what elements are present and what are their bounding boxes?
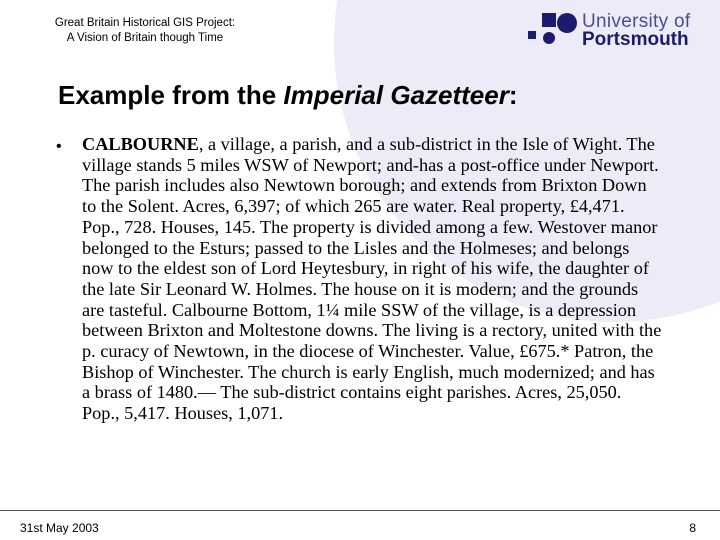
footer-date: 31st May 2003	[20, 521, 99, 535]
gazetteer-entry	[82, 134, 662, 424]
project-header	[14, 16, 276, 46]
footer-divider	[0, 510, 720, 511]
slide-title-emphasis: Imperial Gazetteer	[283, 80, 509, 110]
bullet-marker: •	[56, 138, 62, 155]
university-logo	[522, 11, 708, 50]
logo-text-line1: University of	[582, 11, 691, 32]
entry-headword: CALBOURNE	[82, 134, 199, 154]
page-number: 8	[689, 521, 696, 535]
slide-title-prefix: Example from the	[58, 80, 284, 110]
slide-title-suffix: :	[508, 80, 518, 110]
entry-body: , a village, a parish, and a sub-district in the Isle of Wight. The village stands 5 miles WSW of Newport; and-has a post-office under Newport. The parish includes also Newtown borough; and extends from Brixton Down to the Solent. Acres, 6,397; of which 265 are water. Real property, £4,471. Pop., 728. Houses, 145. The property is divided among a few. Westover manor belonged to the Esturs; passed to the Lisles and the Holmeses; and belongs now to the eldest son of Lord Heytesbury, in right of his wife, the daughter of the late Sir Leonard W. Holmes. The house on it is modern; and the grounds are tasteful. Calbourne Bottom, 1¼ mile SSW of the village, is a depression between Brixton and Moltestone downs. The living is a rectory, united with the p. curacy of Newtown, in the diocese of Winchester. Value, £675.* Patron, the Bishop of Winchester. The church is early English, much modernized; and has a brass of 1480.— The sub-district contains eight parishes. Acres, 25,050. Pop., 5,417. Houses, 1,071.	[82, 134, 662, 424]
slide-title	[58, 80, 518, 111]
logo-text-line2: Portsmouth	[582, 29, 689, 50]
project-title-line2: A Vision of Britain though Time	[66, 32, 224, 44]
project-title-line1: Great Britain Historical GIS Project:	[54, 17, 236, 29]
logo-mark-icon	[522, 11, 582, 47]
